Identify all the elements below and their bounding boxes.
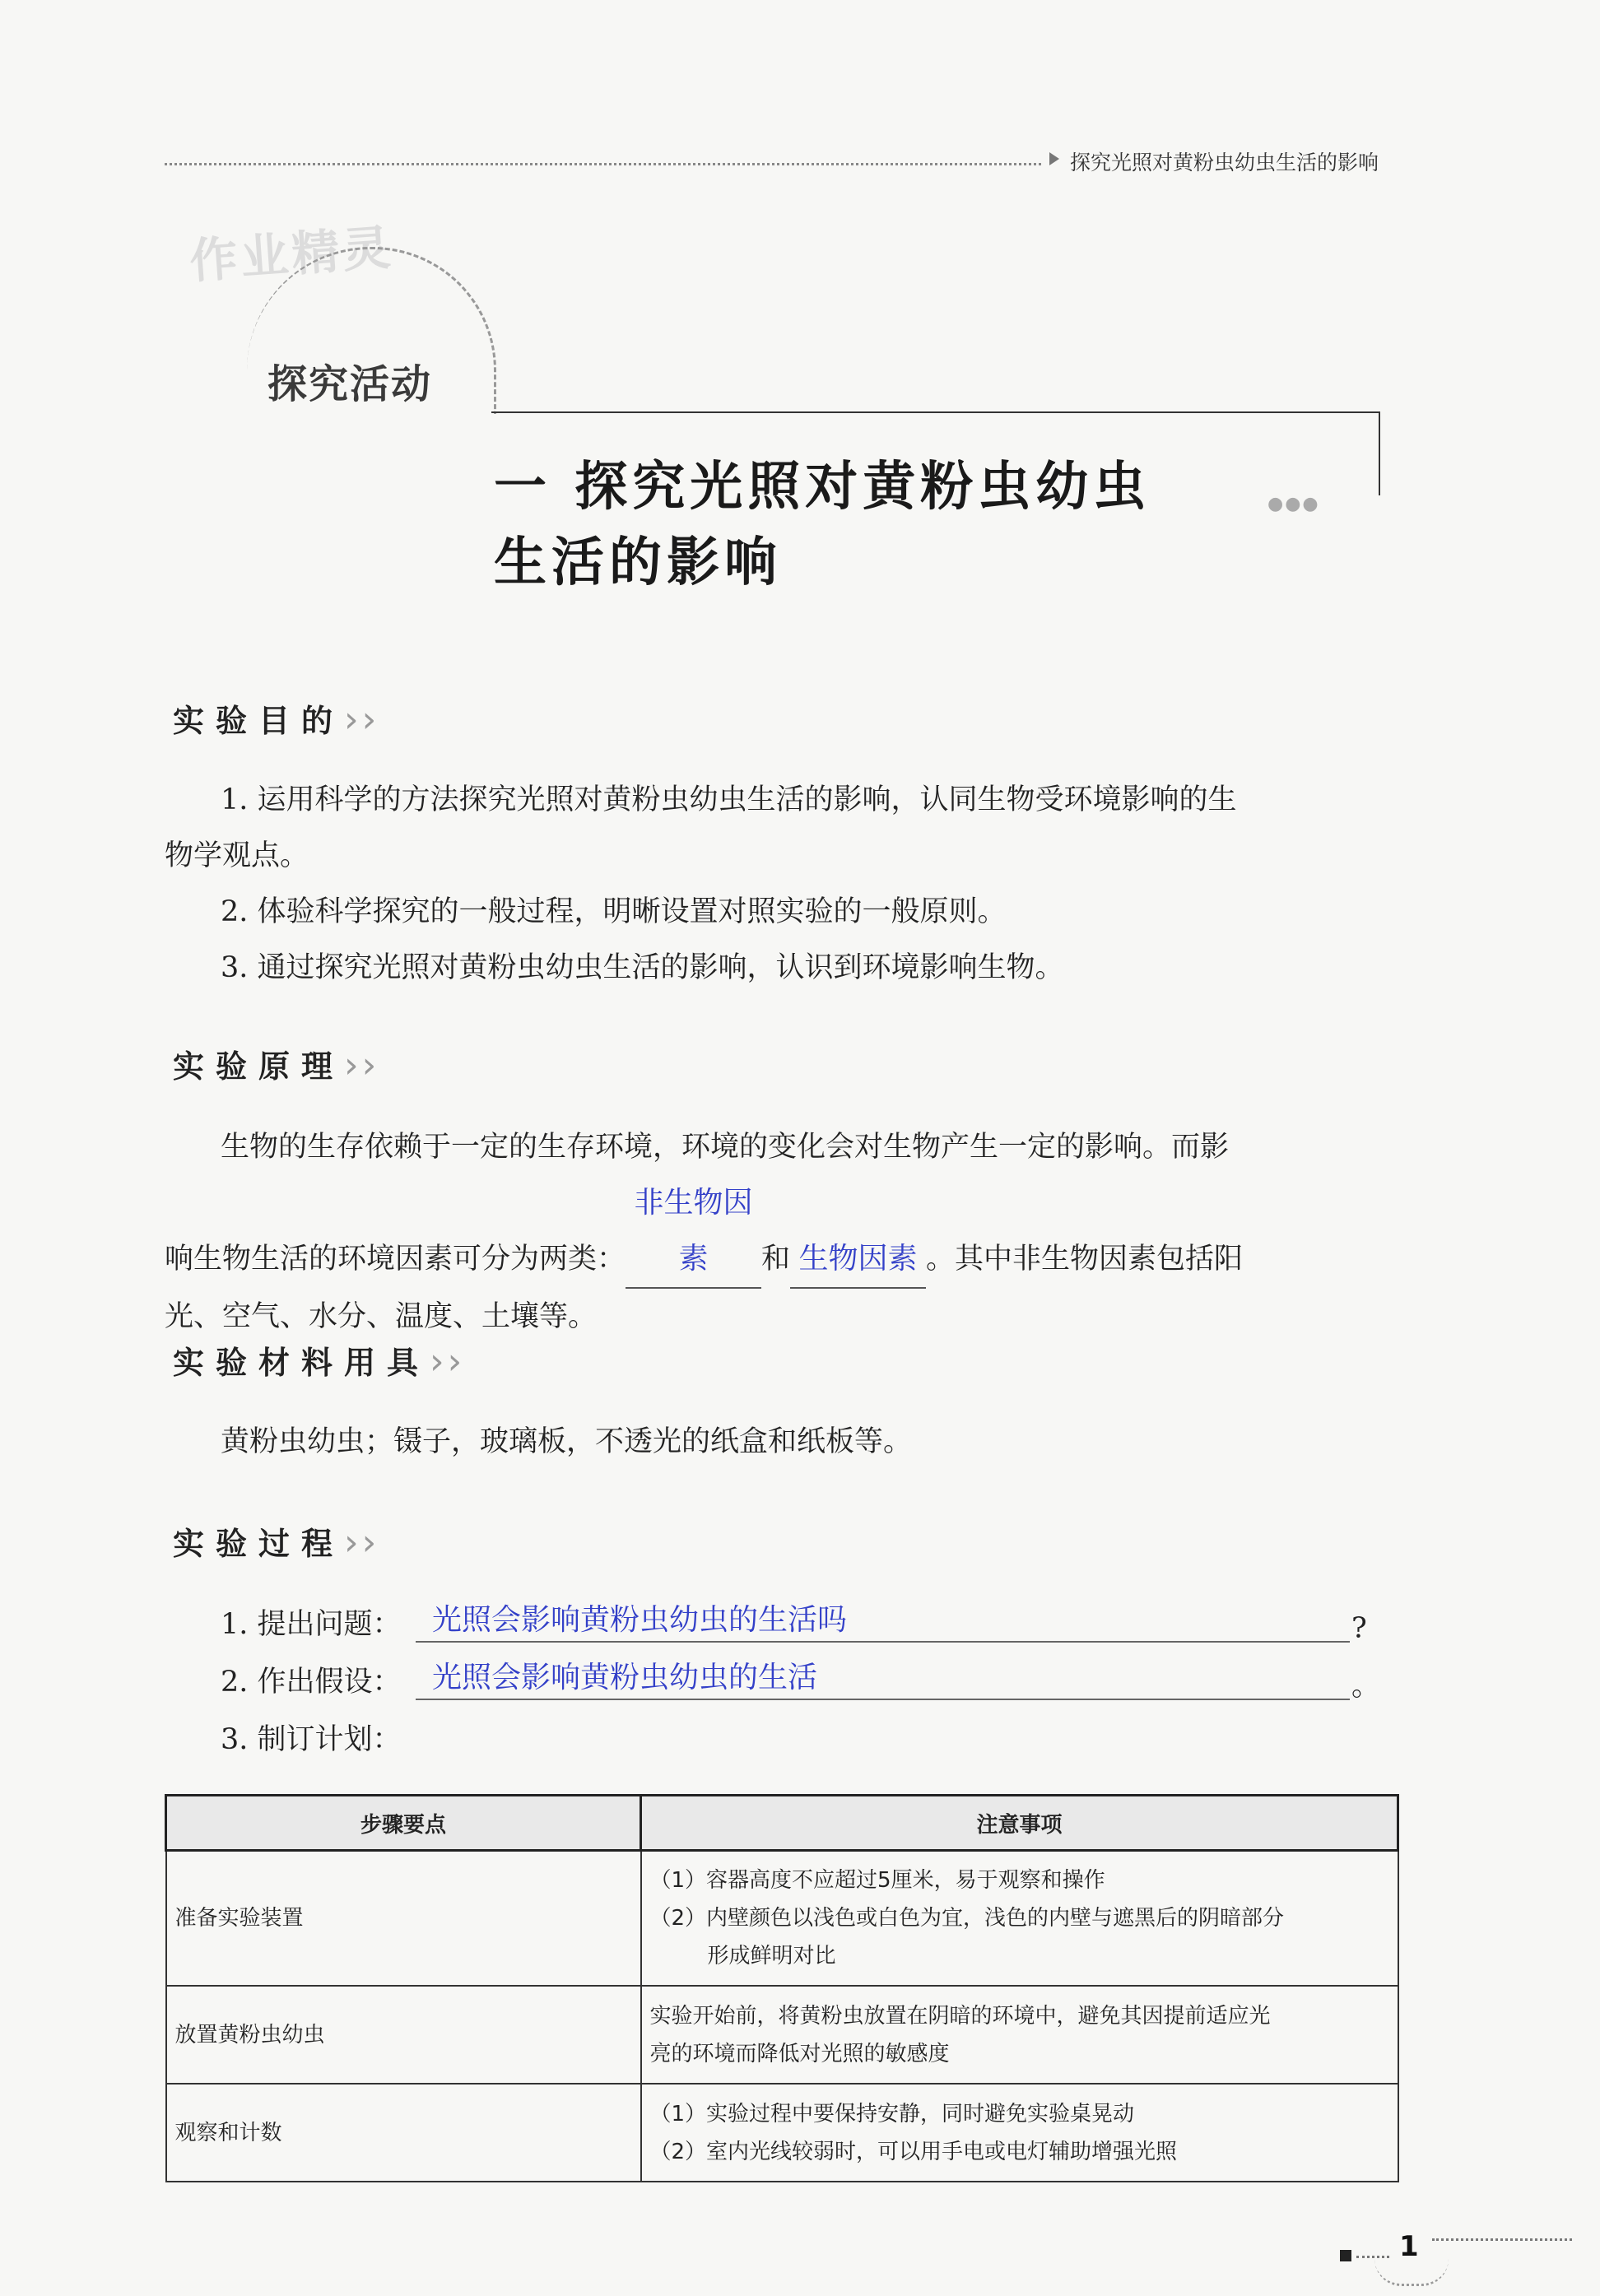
purpose-item: 2. 体验科学探究的一般过程，明晰设置对照实验的一般原则。: [221, 895, 1007, 928]
watermark: 作业精灵: [188, 219, 396, 290]
chevron-right-icon: ››: [344, 1044, 380, 1086]
purpose-item: 1. 运用科学的方法探究光照对黄粉虫幼虫生活的影响，认同生物受环境影响的生: [221, 783, 1237, 816]
handwritten-answer: 光照会影响黄粉虫幼虫的生活吗: [432, 1603, 848, 1637]
section-title: 实验过程: [173, 1525, 345, 1562]
notes-cell: [641, 1986, 1398, 2084]
note-line: 实验开始前，将黄粉虫放置在阴暗的环境中，避免其因提前适应光: [649, 2003, 1271, 2029]
footer-dotted-arc: [1374, 2259, 1449, 2286]
purpose-item: 3. 通过探究光照对黄粉虫幼虫生活的影响，认识到环境影响生物。: [221, 951, 1064, 984]
step-cell: 准备实验装置: [166, 1851, 641, 1987]
process-q3-label: 3. 制订计划：: [221, 1723, 402, 1756]
title-dots-icon: ●●●: [1267, 494, 1320, 514]
header-dotted-rule: [165, 163, 1041, 165]
footer-dotted-rule: [1356, 2256, 1389, 2258]
chevron-right-icon: ››: [430, 1341, 466, 1383]
section-heading-principle: [173, 1041, 379, 1086]
answer-blank-2[interactable]: [790, 1231, 926, 1289]
process-q1-end: ?: [1351, 1612, 1367, 1645]
process-q1-answer-line[interactable]: [416, 1597, 1350, 1643]
page-title-line1: 一 探究光照对黄粉虫幼虫: [494, 456, 1151, 518]
section-title: 实验原理: [173, 1048, 345, 1085]
note-line: （1）实验过程中要保持安静，同时避免实验桌晃动: [649, 2101, 1135, 2126]
note-line: （2）室内光线较弱时，可以用手电或电灯辅助增强光照: [649, 2139, 1178, 2164]
process-q1-label: 1. 提出问题：: [221, 1608, 402, 1641]
principle-text-fragment: 。其中非生物因素包括阳: [926, 1243, 1244, 1276]
section-title: 实验目的: [173, 702, 345, 739]
section-heading-purpose: [173, 695, 379, 741]
principle-text: [165, 1119, 1399, 1345]
notes-cell: [641, 1851, 1398, 1987]
purpose-item: 物学观点。: [165, 839, 309, 872]
notes-cell: [641, 2084, 1398, 2182]
table-row: [166, 1851, 1398, 1987]
section-heading-process: [173, 1518, 379, 1564]
plan-table: [165, 1794, 1399, 2182]
running-title: 探究光照对黄粉虫幼虫生活的影响: [1070, 151, 1379, 174]
section-heading-materials: [173, 1337, 465, 1383]
note-line: （1）容器高度不应超过5厘米，易于观察和操作: [649, 1868, 1105, 1893]
page-number: 1: [1399, 2230, 1419, 2263]
table-row: [166, 2084, 1398, 2182]
table-row: [166, 1986, 1398, 2084]
step-cell: 放置黄粉虫幼虫: [166, 1986, 641, 2084]
section-title: 实验材料用具: [173, 1344, 430, 1381]
process-q2-answer-line[interactable]: [416, 1654, 1350, 1700]
activity-label: 探究活动: [267, 361, 433, 407]
footer-square-icon: [1340, 2250, 1351, 2261]
materials-text: 黄粉虫幼虫；镊子，玻璃板，不透光的纸盒和纸板等。: [221, 1425, 913, 1458]
handwritten-answer: 生物因素: [798, 1242, 918, 1276]
step-cell: 观察和计数: [166, 2084, 641, 2182]
chevron-right-icon: ››: [344, 699, 380, 741]
principle-text-fragment: 响生物生活的环境因素可分为两类：: [165, 1243, 626, 1276]
process-q2-end: 。: [1351, 1670, 1381, 1703]
header-arrow-icon: [1049, 152, 1059, 165]
principle-line: 光、空气、水分、温度、土壤等。: [165, 1300, 598, 1333]
table-header-notes: 注意事项: [641, 1796, 1398, 1851]
process-q2-label: 2. 作出假设：: [221, 1666, 402, 1699]
note-line: （2）内壁颜色以浅色或白色为宜，浅色的内壁与遮黑后的阴暗部分: [649, 1906, 1285, 1931]
footer-dotted-rule: [1432, 2238, 1572, 2241]
page-title-line2: 生活的影响: [494, 532, 782, 593]
handwritten-answer: 非生物因素: [634, 1186, 753, 1276]
purpose-list: [165, 772, 1399, 996]
principle-text-fragment: 和: [761, 1243, 791, 1276]
chevron-right-icon: ››: [344, 1522, 380, 1564]
note-line: 形成鲜明对比: [707, 1944, 836, 1968]
principle-line: 生物的生存依赖于一定的生存环境，环境的变化会对生物产生一定的影响。而影: [221, 1131, 1230, 1164]
answer-blank-1[interactable]: [626, 1175, 761, 1289]
handwritten-answer: 光照会影响黄粉虫幼虫的生活: [432, 1661, 818, 1694]
note-line: 亮的环境而降低对光照的敏感度: [649, 2041, 950, 2066]
table-header-step: 步骤要点: [166, 1796, 641, 1851]
principle-line: [165, 1175, 1399, 1289]
table-header-row: [166, 1796, 1398, 1851]
